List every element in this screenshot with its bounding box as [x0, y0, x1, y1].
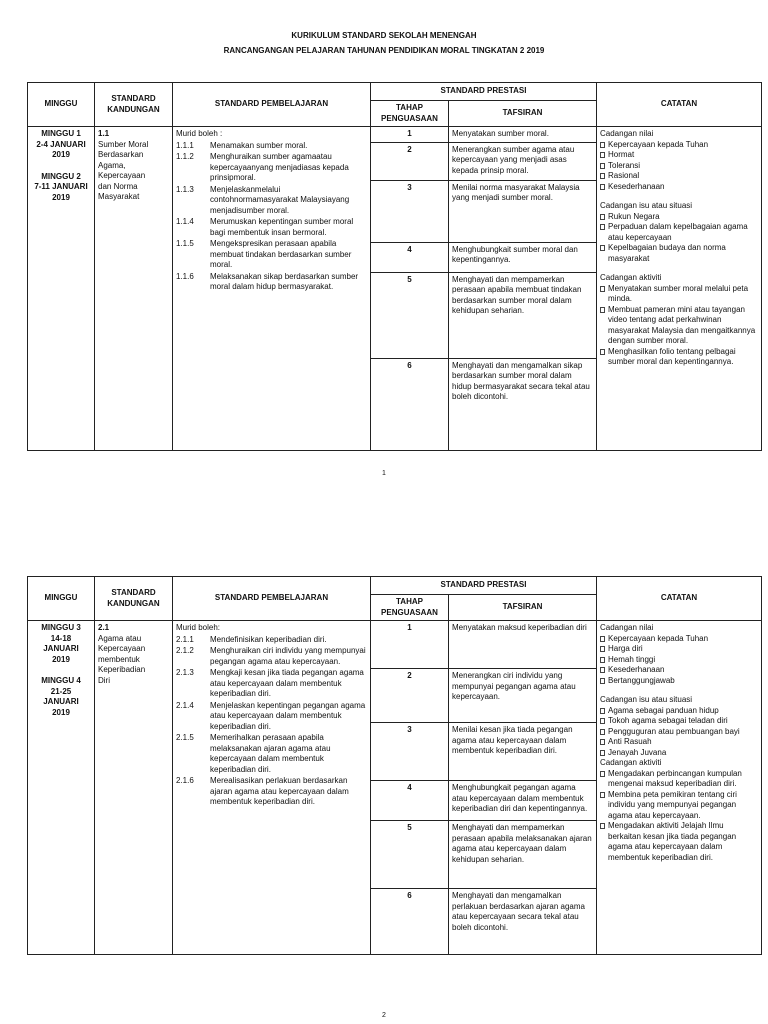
tahap-cell: 3 [371, 180, 449, 242]
page-number: 2 [382, 1012, 386, 1019]
header-tahap: TAHAP PENGUASAAN [371, 101, 449, 127]
header-minggu: MINGGU [28, 577, 95, 621]
tahap-cell: 6 [371, 358, 449, 450]
note-item [600, 821, 758, 863]
note-item [600, 222, 758, 243]
note-item [600, 347, 758, 368]
note-item-text: Pengguguran atau pembuangan bayi [608, 726, 740, 736]
note-item-text: Toleransi [608, 160, 641, 170]
note-item-text: Membuat pameran mini atau tayangan video tentang adat perkahwinan masyarakat Malaysia dan mengaitkannya dengan sumber moral. [608, 304, 756, 345]
tafsiran-cell: Menerangkan ciri individu yang mempunyai pegangan agama atau kepercayaan. [449, 669, 597, 723]
sp-item [176, 141, 367, 152]
sp-item [176, 217, 367, 238]
note-item-text: Menghasilkan folio tentang pelbagai sumber moral dan kepentingannya. [608, 346, 736, 366]
note-title-nilai: Cadangan nilai [600, 129, 654, 138]
note-item-text: Kepercayaan kepada Tuhan [608, 633, 709, 643]
sp-text: Menjelaskanmelalui contohnormamasyarakat Malaysiayang menjadisumber moral. [210, 184, 350, 215]
checkbox-box-icon [600, 142, 605, 148]
checkbox-box-icon [600, 667, 605, 673]
tahap-cell: 2 [371, 669, 449, 723]
week-label: MINGGU 4 21-25 JANUARI 2019 [41, 676, 81, 717]
header-standard-kandungan: STANDARD KANDUNGAN [95, 577, 173, 621]
note-item-text: Menyatakan sumber moral melalui peta minda. [608, 283, 749, 303]
checkbox-box-icon [600, 286, 605, 292]
note-item [600, 769, 758, 790]
sk-title: Agama atau Kepercayaan membentuk Keperibadian Diri [98, 633, 146, 685]
header-standard-pembelajaran: STANDARD PEMBELAJARAN [173, 577, 371, 621]
header-catatan: CATATAN [597, 577, 762, 621]
checkbox-box-icon [600, 678, 605, 684]
sp-code: 2.1.3 [176, 668, 194, 677]
tafsiran-cell: Menghayati dan mengamalkan sikap berdasarkan sumber moral dalam hidup bermasyarakat secara tekal atau boleh dicontohi. [449, 358, 597, 450]
tahap-cell: 5 [371, 821, 449, 889]
tafsiran-cell: Menghayati dan mempamerkan perasaan apabila melaksanakan ajaran agama atau kepercayaan dalam kehidupan seharian. [449, 821, 597, 889]
sp-text: Mengekspresikan perasaan apabila membuat tindakan berdasarkan sumber moral. [210, 239, 352, 269]
catatan-cell [597, 621, 762, 955]
catatan-cell [597, 127, 762, 451]
note-group-aktiviti [600, 273, 758, 368]
checkbox-box-icon [600, 173, 605, 179]
sp-code: 1.1.4 [176, 217, 194, 226]
sp-text: Mendefinisikan keperibadian diri. [210, 634, 327, 644]
sk-code: 1.1 [98, 129, 110, 138]
sp-intro: Murid boleh: [176, 623, 221, 632]
checkbox-box-icon [600, 224, 605, 230]
note-item [600, 161, 758, 172]
checkbox-box-icon [600, 657, 605, 663]
note-item [600, 284, 758, 305]
header-tafsiran: TAFSIRAN [449, 595, 597, 621]
note-group-aktiviti [600, 758, 758, 863]
checkbox-box-icon [600, 245, 605, 251]
note-group-nilai [600, 623, 758, 686]
sp-item [176, 776, 367, 808]
sp-code: 2.1.6 [176, 776, 194, 785]
sp-text: Melaksanakan sikap berdasarkan sumber moral dalam hidup bermasyarakat. [210, 271, 359, 291]
note-item-text: Rukun Negara [608, 211, 660, 221]
sp-code: 1.1.5 [176, 239, 194, 248]
tahap-cell: 1 [371, 127, 449, 143]
week-label: MINGGU 3 14-18 JANUARI 2019 [41, 623, 81, 664]
sp-text: Mengkaji kesan jika tiada pegangan agama atau kepercayaan dalam membentuk keperibadian diri. [210, 668, 364, 698]
note-item [600, 150, 758, 161]
note-item [600, 243, 758, 264]
note-item-text: Mengadakan aktiviti Jelajah Ilmu berkaitan kesan jika tiada pegangan agama atau kepercayaan dalam membentuk keperibadian diri. [608, 821, 737, 862]
header-standard-pembelajaran: STANDARD PEMBELAJARAN [173, 83, 371, 127]
header-standard-prestasi: STANDARD PRESTASI [371, 577, 597, 595]
header-catatan: CATATAN [597, 83, 762, 127]
tafsiran-cell: Menyatakan maksud keperibadian diri [449, 621, 597, 669]
lesson-plan-table-2 [27, 576, 762, 955]
note-item [600, 748, 758, 759]
checkbox-box-icon [600, 163, 605, 169]
sp-text: Merealisasikan perlakuan berdasarkan ajaran agama atau kepercayaan dalam membentuk keperibadian diri. [210, 776, 349, 806]
note-item-text: Anti Rasuah [608, 737, 652, 746]
table-row [28, 127, 762, 143]
note-item-text: Kesederhanaan [608, 181, 665, 191]
sp-item [176, 152, 367, 184]
sp-text: Menjelaskan kepentingan pegangan agama atau kepercayaan dalam membentuk keperibadian diri. [210, 700, 366, 731]
tafsiran-cell: Menerangkan sumber agama atau kepercayaan yang menjadi asas kepada prinsip moral. [449, 142, 597, 180]
note-item [600, 655, 758, 666]
tahap-cell: 4 [371, 242, 449, 272]
tahap-cell: 1 [371, 621, 449, 669]
sp-code: 1.1.2 [176, 152, 194, 161]
note-item [600, 727, 758, 738]
minggu-cell [28, 127, 95, 451]
note-item [600, 182, 758, 193]
note-item-text: Kesederhanaan [608, 665, 665, 674]
tafsiran-cell: Menghubungkait sumber moral dan kepentingannya. [449, 242, 597, 272]
note-item-text: Hemah tinggi [608, 654, 656, 664]
minggu-cell [28, 621, 95, 955]
checkbox-box-icon [600, 750, 605, 756]
tahap-cell: 4 [371, 781, 449, 821]
sp-item [176, 635, 367, 646]
tafsiran-cell: Menilai norma masyarakat Malaysia yang menjadi sumber moral. [449, 180, 597, 242]
sp-code: 2.1.1 [176, 634, 194, 644]
doc-title-line2: RANCANGANGAN PELAJARAN TAHUNAN PENDIDIKAN MORAL TINGKATAN 2 2019 [223, 46, 545, 55]
tahap-cell: 6 [371, 889, 449, 955]
sp-text: Menamakan sumber moral. [210, 140, 308, 150]
note-group-isu [600, 695, 758, 758]
tahap-cell: 3 [371, 723, 449, 781]
standard-kandungan-cell [95, 127, 173, 451]
sp-code: 2.1.2 [176, 646, 194, 655]
note-item-text: Hormat [608, 150, 635, 159]
sk-code: 2.1 [98, 623, 110, 632]
note-item-text: Kepercayaan kepada Tuhan [608, 139, 709, 149]
standard-pembelajaran-cell [173, 621, 371, 955]
standard-pembelajaran-cell [173, 127, 371, 451]
tafsiran-cell: Menyatakan sumber moral. [449, 127, 597, 143]
note-item-text: Bertanggungjawab [608, 675, 675, 685]
week-label: MINGGU 2 7-11 JANUARI 2019 [34, 171, 88, 202]
sp-code: 1.1.1 [176, 140, 194, 150]
note-item-text: Tokoh agama sebagai teladan diri [608, 716, 728, 725]
sp-item [176, 701, 367, 733]
tafsiran-cell: Menghayati dan mengamalkan perlakuan berdasarkan ajaran agama atau kepercayaan secara tekal atau boleh dicontohi. [449, 889, 597, 955]
checkbox-box-icon [600, 214, 605, 220]
checkbox-box-icon [600, 739, 605, 745]
note-group-isu [600, 201, 758, 264]
note-item-text: Kepelbagaian budaya dan norma masyarakat [608, 243, 726, 263]
note-item [600, 171, 758, 182]
note-item [600, 737, 758, 748]
tafsiran-cell: Menilai kesan jika tiada pegangan agama atau kepercayaan dalam membentuk keperibadian diri. [449, 723, 597, 781]
tafsiran-cell: Menghayati dan mempamerkan perasaan apabila membuat tindakan berdasarkan sumber moral dalam kehidupan seharian. [449, 272, 597, 358]
note-item [600, 305, 758, 347]
checkbox-box-icon [600, 729, 605, 735]
sp-text: Merumuskan kepentingan sumber moral bagi membentuk insan bermoral. [210, 217, 354, 237]
header-standard-kandungan: STANDARD KANDUNGAN [95, 83, 173, 127]
note-item-text: Perpaduan dalam kepelbagaian agama atau kepercayaan [608, 222, 748, 242]
page-number: 1 [382, 470, 386, 477]
checkbox-box-icon [600, 646, 605, 652]
checkbox-box-icon [600, 823, 605, 829]
tahap-cell: 2 [371, 142, 449, 180]
note-item [600, 706, 758, 717]
note-item [600, 212, 758, 223]
note-item [600, 644, 758, 655]
checkbox-box-icon [600, 636, 605, 642]
checkbox-box-icon [600, 152, 605, 158]
sp-code: 2.1.5 [176, 733, 194, 742]
table-row [28, 621, 762, 669]
note-title-isu: Cadangan isu atau situasi [600, 695, 693, 704]
header-tahap: TAHAP PENGUASAAN [371, 595, 449, 621]
note-item [600, 790, 758, 822]
note-title-aktiviti: Cadangan aktiviti [600, 273, 662, 282]
checkbox-box-icon [600, 718, 605, 724]
sp-code: 1.1.6 [176, 271, 194, 281]
header-standard-prestasi: STANDARD PRESTASI [371, 83, 597, 101]
header-tafsiran: TAFSIRAN [449, 101, 597, 127]
tahap-cell: 5 [371, 272, 449, 358]
note-title-isu: Cadangan isu atau situasi [600, 201, 693, 210]
sp-item [176, 272, 367, 293]
note-item [600, 140, 758, 151]
tafsiran-cell: Menghubungkait pegangan agama atau kepercayaan dalam membentuk keperibadian diri dan kepentingannya. [449, 781, 597, 821]
note-title-nilai: Cadangan nilai [600, 623, 654, 632]
note-item [600, 634, 758, 645]
sk-title: Sumber Moral Berdasarkan Agama, Kepercayaan dan Norma Masyarakat [98, 139, 149, 201]
sp-item [176, 646, 367, 667]
note-item [600, 665, 758, 676]
sp-item [176, 239, 367, 271]
lesson-plan-table-1 [27, 82, 762, 451]
sp-code: 2.1.4 [176, 700, 194, 710]
sp-item [176, 733, 367, 775]
note-item-text: Agama sebagai panduan hidup [608, 705, 719, 715]
note-item-text: Mengadakan perbincangan kumpulan mengenai maksud keperibadian diri. [608, 768, 742, 788]
note-item-text: Membina peta pemikiran tentang ciri individu yang mempunyai pegangan agama atau kepercayaan. [608, 789, 737, 820]
note-item-text: Harga diri [608, 644, 643, 653]
sp-text: Menghuraikan ciri individu yang mempunyai pegangan agama atau kepercayaan. [210, 646, 366, 666]
sp-item [176, 185, 367, 217]
header-minggu: MINGGU [28, 83, 95, 127]
note-item [600, 716, 758, 727]
checkbox-box-icon [600, 792, 605, 798]
checkbox-box-icon [600, 708, 605, 714]
checkbox-box-icon [600, 184, 605, 190]
sp-item [176, 668, 367, 700]
sp-intro: Murid boleh : [176, 129, 223, 138]
sp-text: Memerihalkan perasaan apabila melaksanakan ajaran agama atau kepercayaan dalam membentuk keperibadian diri. [210, 733, 331, 774]
note-group-nilai [600, 129, 758, 192]
checkbox-box-icon [600, 349, 605, 355]
checkbox-box-icon [600, 771, 605, 777]
note-item [600, 676, 758, 687]
sp-code: 1.1.3 [176, 184, 194, 194]
standard-kandungan-cell [95, 621, 173, 955]
week-label: MINGGU 1 2-4 JANUARI 2019 [36, 129, 86, 159]
doc-title-line1: KURIKULUM STANDARD SEKOLAH MENENGAH [291, 31, 477, 40]
checkbox-box-icon [600, 307, 605, 313]
sp-text: Menghuraikan sumber agamaatau kepercayaanyang menjadiasas kepada prinsipmoral. [210, 152, 349, 182]
note-item-text: Rasional [608, 171, 640, 180]
note-item-text: Jenayah Juvana [608, 747, 667, 757]
note-title-aktiviti: Cadangan aktiviti [600, 758, 662, 767]
